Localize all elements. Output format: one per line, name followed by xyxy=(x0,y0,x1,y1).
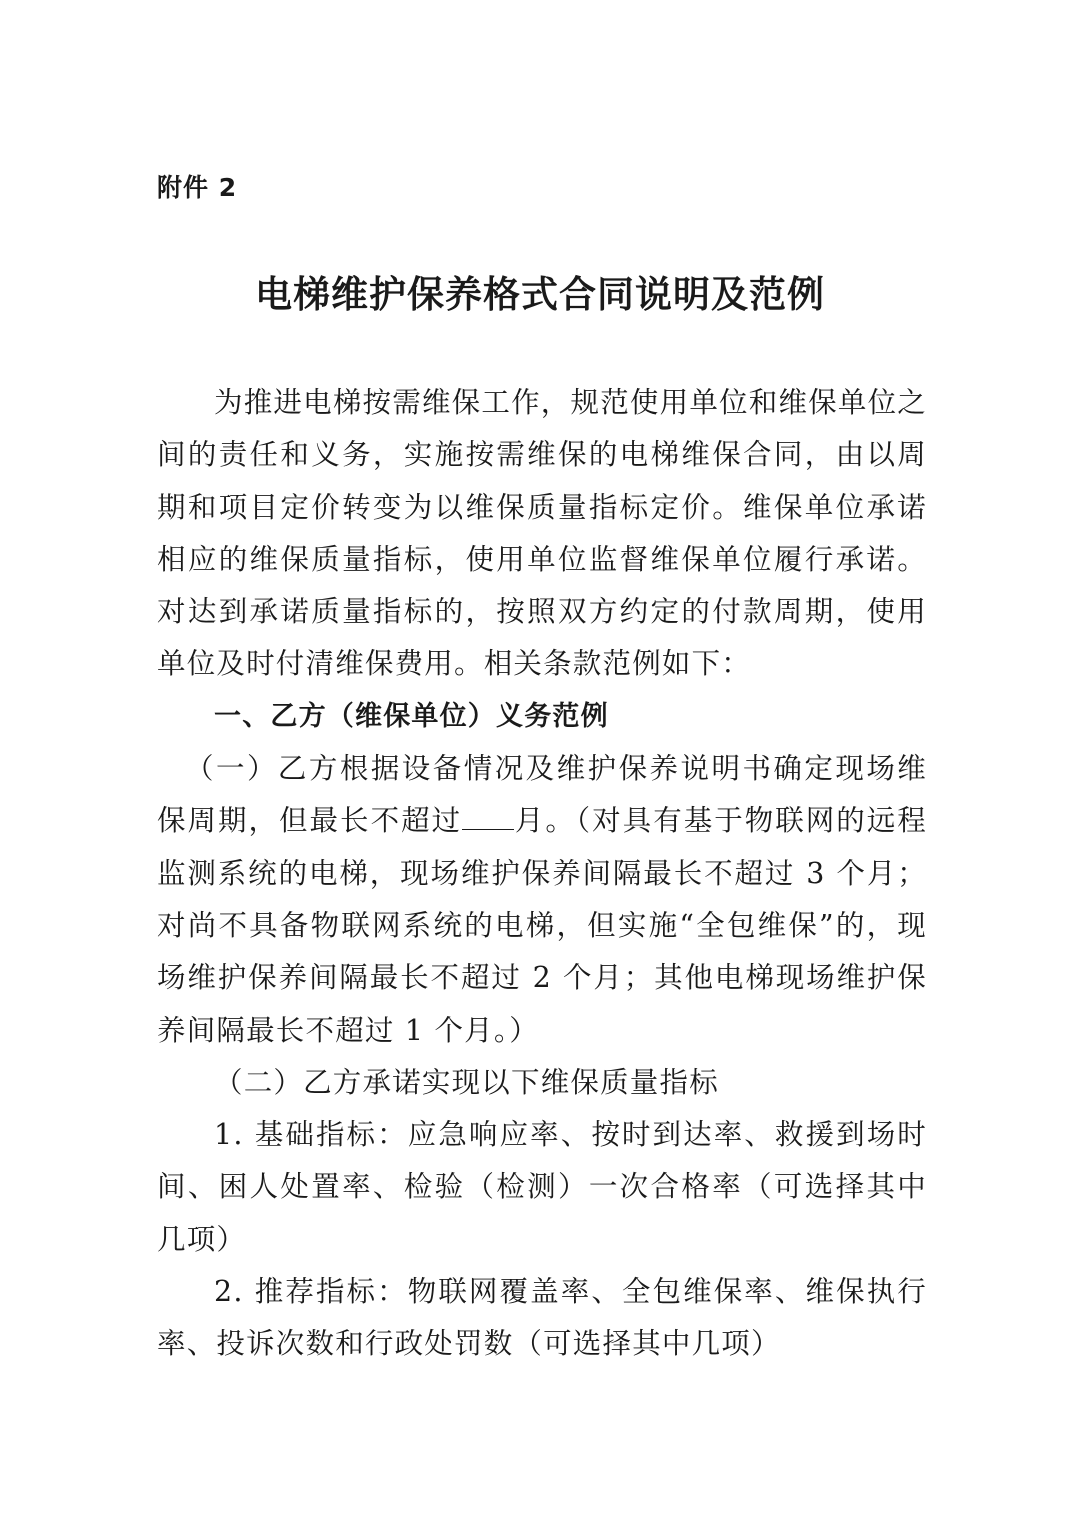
clause-maintenance-period xyxy=(157,743,927,1057)
section-heading-obligations: 一、乙方（维保单位）义务范例 xyxy=(214,700,609,732)
list-item-basic-indicators: 1. 基础指标：应急响应率、按时到达率、救援到场时间、困人处置率、检验（检测）一次合格率（可选择其中几项） xyxy=(157,1118,927,1256)
document-title: 电梯维护保养格式合同说明及范例 xyxy=(255,273,825,316)
list-item-recommended-indicators: 2. 推荐指标：物联网覆盖率、全包维保率、维保执行率、投诉次数和行政处罚数（可选择其中几项） xyxy=(157,1275,927,1361)
clause-quality-indicators: （二）乙方承诺实现以下维保质量指标 xyxy=(214,1065,719,1099)
document-body xyxy=(157,377,927,1371)
fill-in-blank xyxy=(462,805,514,830)
attachment-label: 附件 2 xyxy=(157,173,238,202)
intro-paragraph: 为推进电梯按需维保工作，规范使用单位和维保单位之间的责任和义务，实施按需维保的电梯维保合同，由以周期和项目定价转变为以维保质量指标定价。维保单位承诺相应的维保质量指标，使用单位监督维保单位履行承诺。对达到承诺质量指标的，按照双方约定的付款周期，使用单位及时付清维保费用。相关条款范例如下： xyxy=(157,386,927,681)
clause-1-text-start: （一）乙方根据设备情况及维护保养说明书确定现场维保周期，但最长不超过 xyxy=(157,752,927,838)
clause-1-text-end: 月。（对具有基于物联网的远程监测系统的电梯，现场维护保养间隔最长不超过 3 个月；对尚不具备物联网系统的电梯，但实施“全包维保”的，现场维护保养间隔最长不超过 2 个月；其他电梯现场维护保养间隔最长不超过 1 个月。） xyxy=(157,804,927,1047)
